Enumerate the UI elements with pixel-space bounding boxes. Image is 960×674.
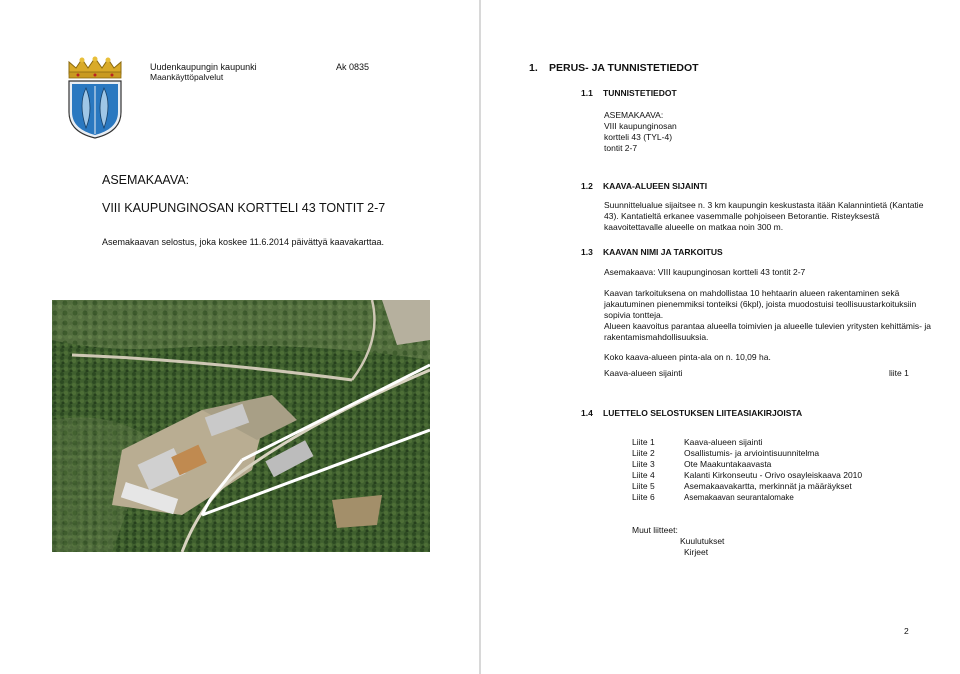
other-item-2: Kirjeet [684,547,709,557]
section-1-title: PERUS- JA TUNNISTETIEDOT [549,62,699,74]
s14-title: LUETTELO SELOSTUKSEN LIITEASIAKIRJOISTA [603,408,803,418]
list-item-name: Asemakaavan seurantalomake [684,493,794,502]
list-item: Liite 6 [632,492,655,502]
s13-purpose-2: jakautuminen pienemmiksi tonteiksi (6kpl), joista muodostuisi teollisuustarkoituksiin [604,299,917,309]
s11-line-3: kortteli 43 (TYL-4) [604,132,673,142]
s14-num: 1.4 [581,408,593,418]
list-item: Liite 3 [632,459,655,469]
other-item-1: Kuulutukset [680,536,725,546]
s13-num: 1.3 [581,247,593,257]
s12-line-3: kaavoitettavalle alueelle on matkaa noin 300 m. [604,222,784,232]
aerial-photo [52,300,430,552]
s13-area: Koko kaava-alueen pinta-ala on n. 10,09 ha. [604,352,771,362]
list-item: Liite 5 [632,481,655,491]
coat-of-arms-logo [66,56,124,140]
s12-line-2: 43). Kantatieltä erkanee vasemmalle pohjoiseen Betorantie. Risteyksestä [604,211,880,221]
s13-purpose-1: Kaavan tarkoituksena on mahdollistaa 10 hehtaarin alueen rakentaminen sekä [604,288,900,298]
s11-line-1: ASEMAKAAVA: [604,110,664,120]
doc-code: Ak 0835 [336,62,370,72]
s13-title: KAAVAN NIMI JA TARKOITUS [603,247,723,257]
s11-line-2: VIII kaupunginosan [604,121,677,131]
s11-line-4: tontit 2-7 [604,143,638,153]
s13-purpose-3: sopivia tontteja. [604,310,664,320]
list-item-name: Kalanti Kirkonseutu - Orivo osayleiskaava 2010 [684,470,863,480]
s11-num: 1.1 [581,88,593,98]
s11-title: TUNNISTETIEDOT [603,88,677,98]
s13-purpose-4: Alueen kaavoitus parantaa alueella toimivien ja alueelle tulevien yritysten kehittämis- ja [604,321,931,331]
title-main: ASEMAKAAVA: [102,173,190,187]
list-item-name: Ote Maakuntakaavasta [684,459,772,469]
description: Asemakaavan selostus, joka koskee 11.6.2014 päivättyä kaavakarttaa. [102,237,385,247]
list-item: Liite 2 [632,448,655,458]
section-1-num: 1. [529,62,538,74]
list-item-name: Asemakaavakartta, merkinnät ja määräykset [684,481,852,491]
list-item: Liite 4 [632,470,655,480]
page-number: 2 [904,626,909,636]
s13-name: Asemakaava: VIII kaupunginosan kortteli 43 tontit 2-7 [604,267,806,277]
list-item-name: Kaava-alueen sijainti [684,437,763,447]
title-sub: VIII KAUPUNGINOSAN KORTTELI 43 TONTIT 2-7 [102,201,386,215]
org-name: Uudenkaupungin kaupunki [150,62,257,72]
s12-line-1: Suunnittelualue sijaitsee n. 3 km kaupungin keskustasta itään Kalannintietä (Kantatie [604,200,924,210]
list-item-name: Osallistumis- ja arviointisuunnitelma [684,448,820,458]
s13-location-ref: liite 1 [889,368,909,378]
attachments-list [632,437,932,507]
left-page [0,0,479,674]
s12-num: 1.2 [581,181,593,191]
s13-purpose-5: rakentamismahdollisuuksia. [604,332,709,342]
right-page [481,0,960,674]
list-item: Liite 1 [632,437,655,447]
s12-title: KAAVA-ALUEEN SIJAINTI [603,181,708,191]
other-attachments-label: Muut liitteet: [632,525,678,535]
s13-location-label: Kaava-alueen sijainti [604,368,683,378]
org-dept: Maankäyttöpalvelut [150,72,224,82]
